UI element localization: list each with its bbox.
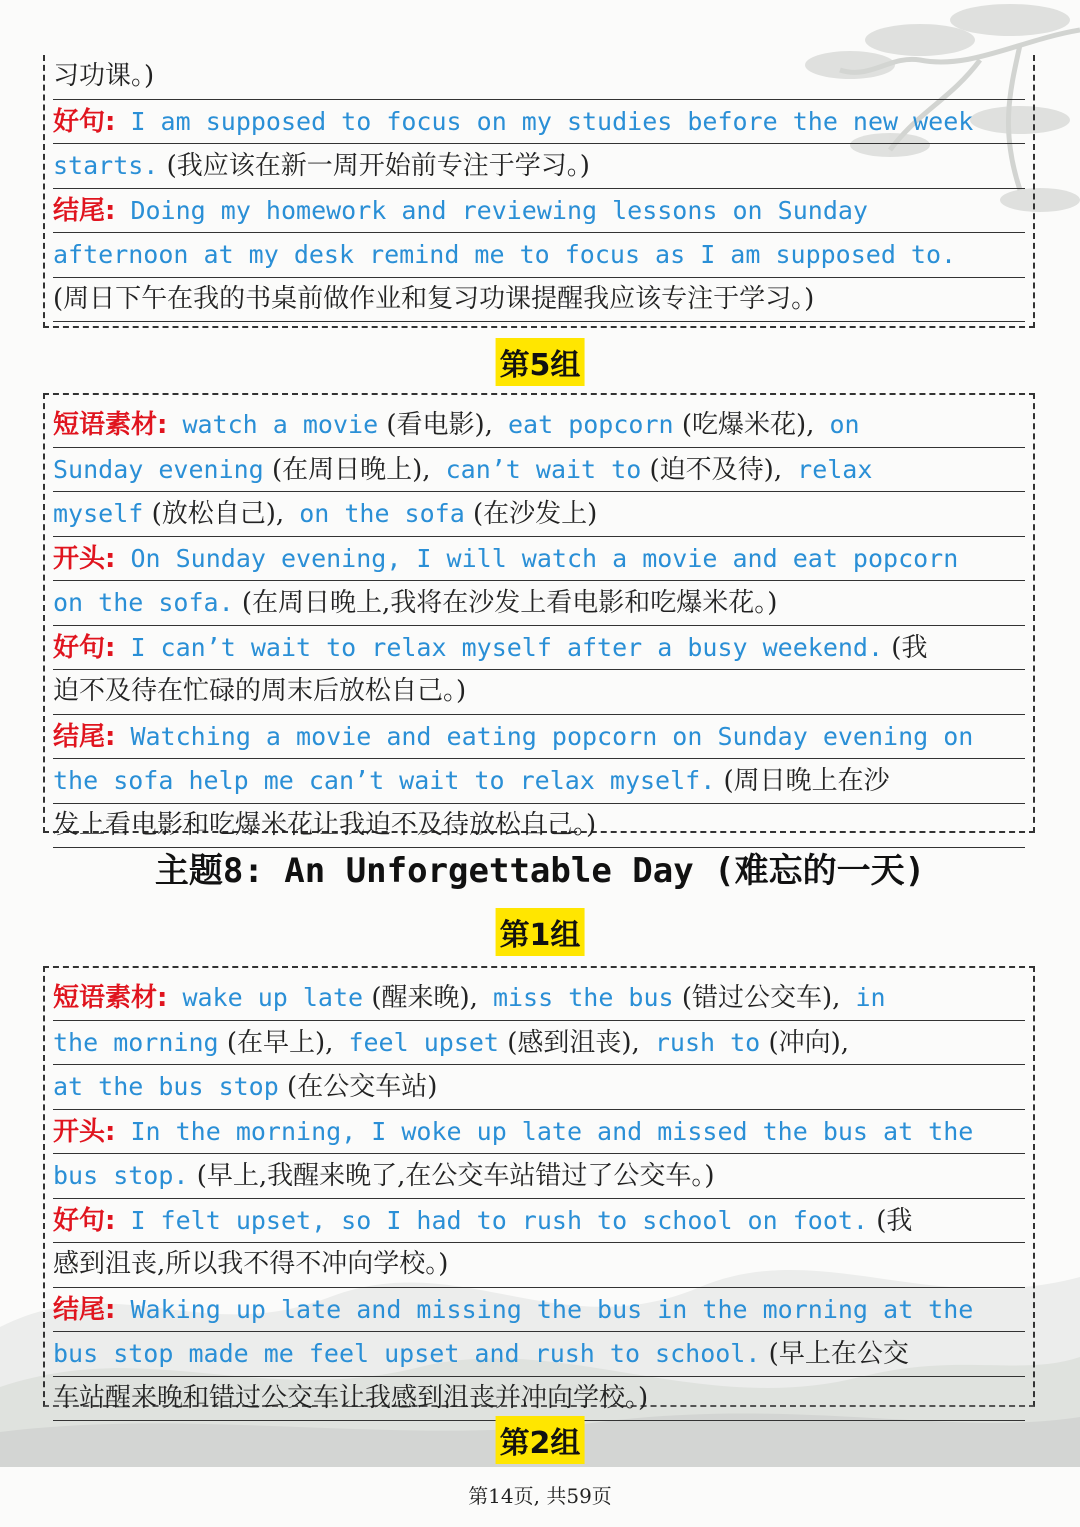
section-label: 开头: — [53, 543, 116, 574]
english-text: myself — [53, 499, 144, 528]
chinese-text: (在周日晚上), — [263, 454, 431, 485]
text-line — [53, 1332, 1025, 1377]
english-text: at the bus stop — [53, 1072, 279, 1101]
text-line — [53, 537, 1025, 582]
text-line — [53, 976, 1025, 1021]
topic-title: 主题8: An Unforgettable Day (难忘的一天) — [154, 851, 926, 891]
section-label: 结尾: — [53, 195, 116, 226]
chinese-text: 车站醒来晚和错过公交车让我感到沮丧并冲向学校。) — [53, 1382, 649, 1413]
text-line — [53, 581, 1025, 626]
english-text: Waking up late and missing the bus in the morning at the — [115, 1294, 974, 1324]
text-line — [53, 403, 1025, 448]
chinese-text: 感到沮丧,所以我不得不冲向学校。) — [53, 1249, 449, 1279]
english-text: rush to — [639, 1027, 761, 1057]
section-label: 好句: — [53, 632, 116, 663]
text-line — [53, 1243, 1025, 1288]
group-label-t8-1: 第1组 — [496, 908, 585, 956]
chinese-text: (我 — [867, 1205, 913, 1236]
vocab-box-group4-continued — [43, 55, 1035, 328]
english-text: afternoon at my desk remind me to focus as I am supposed to. — [53, 240, 957, 269]
text-line — [53, 1154, 1025, 1199]
section-label: 好句: — [53, 106, 116, 137]
chinese-text: (放松自己), — [143, 499, 285, 529]
english-text: watch a movie — [167, 410, 379, 439]
text-line — [53, 1377, 1025, 1422]
chinese-text: (周日晚上在沙 — [715, 766, 890, 796]
chinese-text: (醒来晚), — [363, 983, 478, 1013]
chinese-text: (冲向), — [760, 1027, 850, 1058]
chinese-text: (看电影), — [378, 410, 493, 440]
group-label-t8-2: 第2组 — [496, 1416, 585, 1464]
chinese-text: (在周日晚上,我将在沙发上看电影和吃爆米花。) — [233, 588, 778, 618]
chinese-text: 习功课。) — [53, 61, 155, 91]
english-text: Watching a movie and eating popcorn on Sunday evening on — [115, 721, 974, 751]
section-label: 短语素材: — [53, 410, 168, 440]
section-label: 结尾: — [53, 721, 116, 752]
section-label: 结尾: — [53, 1294, 116, 1325]
page-number: 第14页, 共59页 — [468, 1484, 612, 1508]
chinese-text: 发上看电影和吃爆米花让我迫不及待放松自己。) — [53, 809, 597, 840]
text-line — [53, 189, 1025, 234]
text-line — [53, 278, 1025, 323]
chinese-text: 迫不及待在忙碌的周末后放松自己。) — [53, 676, 467, 706]
english-text: relax — [782, 454, 873, 484]
chinese-text: (在沙发上) — [464, 499, 598, 529]
english-text: on the sofa — [284, 499, 465, 528]
section-label: 好句: — [53, 1205, 116, 1236]
chinese-text: (我应该在新一周开始前专注于学习。) — [158, 151, 590, 181]
chinese-text: (周日下午在我的书桌前做作业和复习功课提醒我应该专注于学习。) — [53, 283, 815, 314]
text-line — [53, 626, 1025, 671]
text-line — [53, 1288, 1025, 1333]
english-text: In the morning, I woke up late and missed the bus at the — [115, 1116, 974, 1146]
text-line — [53, 670, 1025, 715]
english-text: Sunday evening — [53, 454, 264, 484]
text-line — [53, 1021, 1025, 1066]
english-text: Doing my homework and reviewing lessons on Sunday — [115, 195, 868, 225]
text-line — [53, 715, 1025, 760]
english-text: miss the bus — [477, 983, 674, 1012]
chinese-text: (迫不及待), — [641, 454, 783, 485]
text-line — [53, 804, 1025, 849]
english-text: bus stop. — [53, 1161, 189, 1190]
english-text: the morning — [53, 1027, 219, 1057]
vocab-box-topic8-group1 — [43, 966, 1035, 1413]
english-text: in — [840, 983, 886, 1012]
english-text: I am supposed to focus on my studies before the new week — [115, 106, 974, 136]
english-text: on — [814, 410, 860, 439]
text-line — [53, 1065, 1025, 1110]
chinese-text: (在早上), — [218, 1027, 334, 1058]
english-text: starts. — [53, 151, 159, 180]
english-text: wake up late — [167, 983, 364, 1012]
english-text: feel upset — [333, 1027, 499, 1057]
group-label-5: 第5组 — [496, 338, 585, 386]
text-line — [53, 100, 1025, 145]
english-text: can’t wait to — [430, 454, 642, 484]
vocab-box-group5 — [43, 393, 1035, 840]
text-line — [53, 144, 1025, 189]
english-text: eat popcorn — [492, 410, 674, 439]
english-text: I felt upset, so I had to rush to school on foot. — [115, 1205, 868, 1235]
chinese-text: (在公交车站) — [278, 1072, 438, 1102]
chinese-text: (早上在公交 — [760, 1339, 909, 1369]
section-label: 短语素材: — [53, 983, 168, 1013]
english-text: I can’t wait to relax myself after a busy weekend. — [115, 632, 884, 662]
section-label: 开头: — [53, 1116, 116, 1147]
chinese-text: (我 — [883, 632, 928, 663]
chinese-text: (吃爆米花), — [673, 410, 815, 440]
text-line — [53, 448, 1025, 493]
text-line — [53, 492, 1025, 537]
text-line — [53, 759, 1025, 804]
chinese-text: (感到沮丧), — [498, 1027, 640, 1058]
english-text: bus stop made me feel upset and rush to school. — [53, 1339, 761, 1368]
english-text: On Sunday evening, I will watch a movie and eat popcorn — [115, 543, 959, 573]
english-text: the sofa help me can’t wait to relax myself. — [53, 766, 716, 795]
english-text: on the sofa. — [53, 588, 234, 617]
chinese-text: (错过公交车), — [673, 983, 841, 1013]
text-line — [53, 55, 1025, 100]
text-line — [53, 1110, 1025, 1155]
text-line — [53, 233, 1025, 278]
chinese-text: (早上,我醒来晚了,在公交车站错过了公交车。) — [188, 1161, 715, 1191]
text-line — [53, 1199, 1025, 1244]
